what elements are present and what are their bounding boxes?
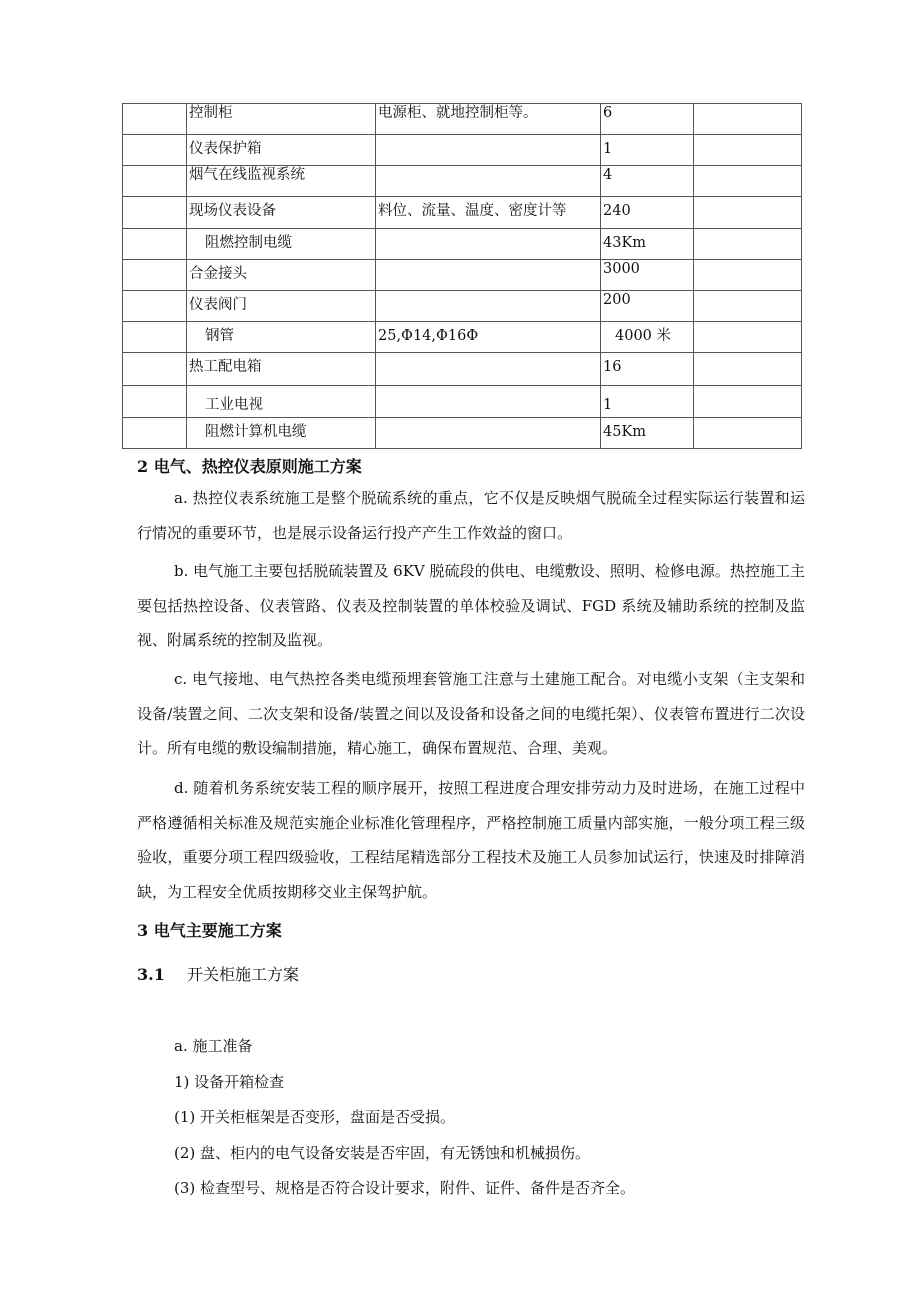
table-row bbox=[123, 166, 802, 197]
table-row bbox=[123, 197, 802, 229]
table-row bbox=[123, 418, 802, 449]
table-cell-note bbox=[694, 166, 802, 197]
table-cell-note bbox=[694, 104, 802, 135]
paragraph-d: d. 随着机务系统安装工程的顺序展开，按照工程进度合理安排劳动力及时进场，在施工过程中严格遵循相关标准及规范实施企业标准化管理程序，严格控制施工质量内部实施，一般分项工程三级验收，重要分项工程四级验收，工程结尾精选部分工程技术及施工人员参加试运行，快速及时排障消缺，为工程安全优质按期移交业主保驾护航。 bbox=[137, 779, 805, 901]
table-cell-qty: 240 bbox=[601, 197, 694, 229]
table-cell-blank bbox=[123, 104, 187, 135]
section-3-1-title: 开关柜施工方案 bbox=[187, 965, 300, 984]
table-cell-spec bbox=[376, 418, 601, 449]
inspect-line: 1) 设备开箱检查 bbox=[174, 1073, 285, 1091]
table-cell-name: 阻燃控制电缆 bbox=[187, 229, 376, 260]
table-cell-qty: 1 bbox=[601, 135, 694, 166]
table-cell-name: 阻燃计算机电缆 bbox=[187, 418, 376, 449]
table-cell-note bbox=[694, 418, 802, 449]
table-cell-blank bbox=[123, 229, 187, 260]
table-cell-blank bbox=[123, 322, 187, 353]
table-cell-name: 仪表保护箱 bbox=[187, 135, 376, 166]
table-cell-blank bbox=[123, 418, 187, 449]
table-cell-note bbox=[694, 197, 802, 229]
table-cell-note bbox=[694, 353, 802, 386]
section-3-1-heading bbox=[137, 962, 299, 985]
table-cell-blank bbox=[123, 166, 187, 197]
table-row bbox=[123, 260, 802, 291]
table-cell-spec bbox=[376, 353, 601, 386]
table-cell-spec bbox=[376, 260, 601, 291]
table-cell-spec bbox=[376, 386, 601, 418]
table-cell-note bbox=[694, 229, 802, 260]
table-cell-name: 仪表阀门 bbox=[187, 291, 376, 322]
table-cell-qty: 6 bbox=[601, 104, 694, 135]
table-cell-qty: 200 bbox=[601, 291, 694, 322]
table-cell-spec: 电源柜、就地控制柜等。 bbox=[376, 104, 601, 135]
equipment-table bbox=[122, 103, 802, 449]
section-3-heading: 3 电气主要施工方案 bbox=[137, 921, 282, 940]
table-cell-spec bbox=[376, 229, 601, 260]
table-cell-blank bbox=[123, 291, 187, 322]
paragraph-b: b. 电气施工主要包括脱硫装置及 6KV 脱硫段的供电、电缆敷设、照明、检修电源。热控施工主要包括热控设备、仪表管路、仪表及控制装置的单体校验及调试、FGD 系统及辅助系统的控制及监视、附属系统的控制及监视。 bbox=[137, 562, 805, 649]
table-cell-name: 合金接头 bbox=[187, 260, 376, 291]
table-row bbox=[123, 353, 802, 386]
table-cell-qty: 4000 米 bbox=[601, 322, 694, 353]
check-item-3: (3) 检查型号、规格是否符合设计要求，附件、证件、备件是否齐全。 bbox=[174, 1179, 636, 1197]
table-row bbox=[123, 104, 802, 135]
table-cell-spec bbox=[376, 291, 601, 322]
table-cell-name: 钢管 bbox=[187, 322, 376, 353]
table-cell-qty: 43Km bbox=[601, 229, 694, 260]
table-cell-spec bbox=[376, 166, 601, 197]
section-2-heading: 2 电气、热控仪表原则施工方案 bbox=[137, 457, 362, 476]
table-cell-qty: 1 bbox=[601, 386, 694, 418]
table-cell-name: 现场仪表设备 bbox=[187, 197, 376, 229]
check-item-1: (1) 开关柜框架是否变形，盘面是否受损。 bbox=[174, 1108, 456, 1126]
table-cell-blank bbox=[123, 135, 187, 166]
table-cell-name: 工业电视 bbox=[187, 386, 376, 418]
table-row bbox=[123, 229, 802, 260]
table-cell-note bbox=[694, 135, 802, 166]
table-cell-note bbox=[694, 386, 802, 418]
table-cell-qty: 3000 bbox=[601, 260, 694, 291]
table-cell-qty: 4 bbox=[601, 166, 694, 197]
table-cell-note bbox=[694, 322, 802, 353]
table-cell-spec: 料位、流量、温度、密度计等 bbox=[376, 197, 601, 229]
table-row bbox=[123, 386, 802, 418]
table-cell-spec: 25,Φ14,Φ16Φ bbox=[376, 322, 601, 353]
table-cell-qty: 16 bbox=[601, 353, 694, 386]
table-cell-name: 烟气在线监视系统 bbox=[187, 166, 376, 197]
table-cell-note bbox=[694, 291, 802, 322]
paragraph-a: a. 热控仪表系统施工是整个脱硫系统的重点，它不仅是反映烟气脱硫全过程实际运行装置和运行情况的重要环节，也是展示设备运行投产产生工作效益的窗口。 bbox=[137, 489, 805, 542]
table-cell-blank bbox=[123, 260, 187, 291]
table-cell-note bbox=[694, 260, 802, 291]
table-cell-spec bbox=[376, 135, 601, 166]
table-row bbox=[123, 135, 802, 166]
check-item-2: (2) 盘、柜内的电气设备安装是否牢固，有无锈蚀和机械损伤。 bbox=[174, 1144, 591, 1162]
table-cell-blank bbox=[123, 197, 187, 229]
table-cell-blank bbox=[123, 353, 187, 386]
table-cell-name: 热工配电箱 bbox=[187, 353, 376, 386]
prep-line: a. 施工准备 bbox=[174, 1037, 253, 1055]
table-row bbox=[123, 322, 802, 353]
section-3-1-number: 3.1 bbox=[137, 965, 165, 984]
table-row bbox=[123, 291, 802, 322]
paragraph-c: c. 电气接地、电气热控各类电缆预埋套管施工注意与土建施工配合。对电缆小支架（主支架和设备/装置之间、二次支架和设备/装置之间以及设备和设备之间的电缆托架）、仪表管布置进行二次设计。所有电缆的敷设编制措施，精心施工，确保布置规范、合理、美观。 bbox=[137, 670, 805, 757]
table-cell-blank bbox=[123, 386, 187, 418]
table-cell-name: 控制柜 bbox=[187, 104, 376, 135]
table-cell-qty: 45Km bbox=[601, 418, 694, 449]
